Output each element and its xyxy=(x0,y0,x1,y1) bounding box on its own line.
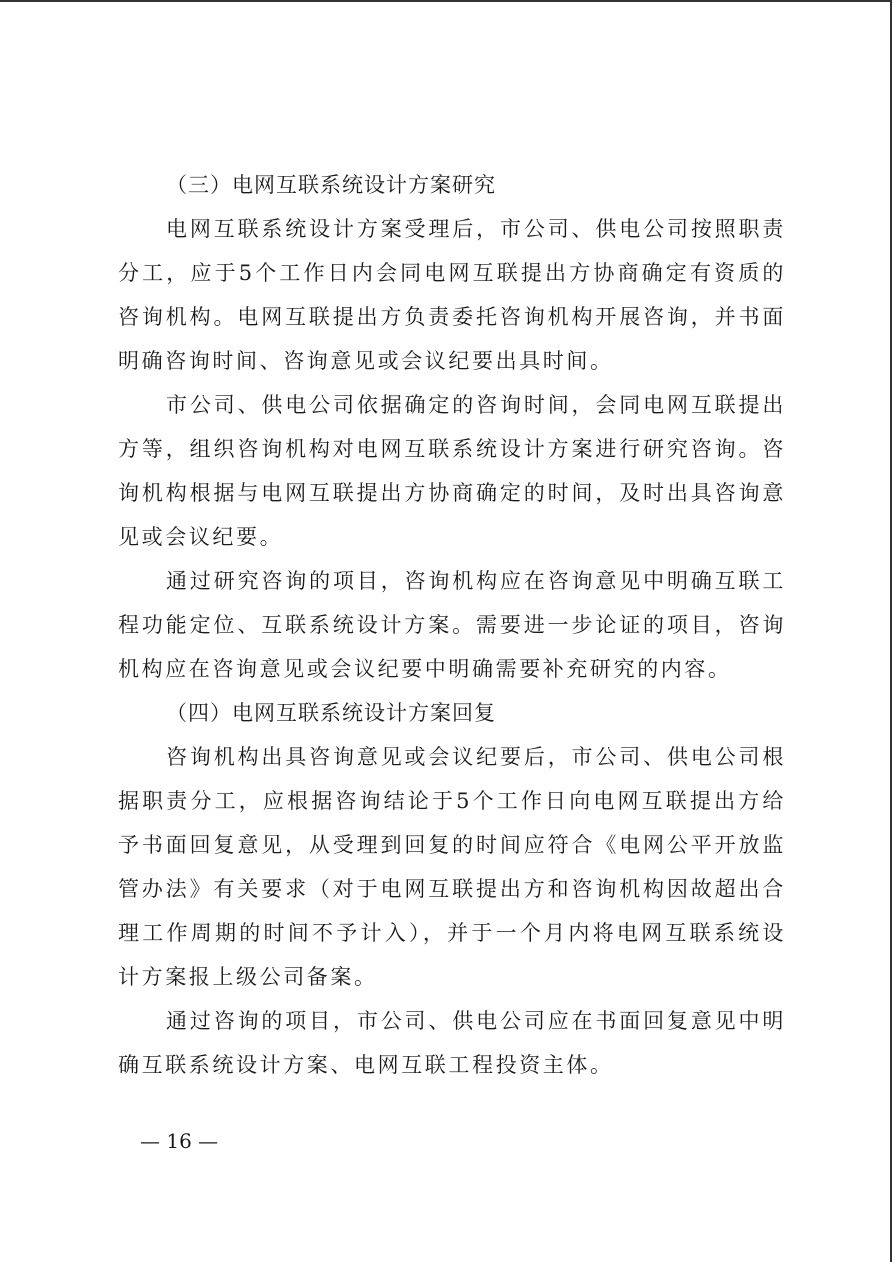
page-number: — 16 — xyxy=(140,1129,219,1153)
section-3-paragraph-3: 通过研究咨询的项目，咨询机构应在咨询意见中明确互联工程功能定位、互联系统设计方案。需要进一步论证的项目，咨询机构应在咨询意见或会议纪要中明确需要补充研究的内容。 xyxy=(118,569,786,681)
section-3-paragraph-1: 电网互联系统设计方案受理后，市公司、供电公司按照职责分工，应于5个工作日内会同电网互联提出方协商确定有资质的咨询机构。电网互联提出方负责委托咨询机构开展咨询，并书面明确咨询时间、咨询意见或会议纪要出具时间。 xyxy=(118,217,786,373)
section-3-paragraph-2: 市公司、供电公司依据确定的咨询时间，会同电网互联提出方等，组织咨询机构对电网互联系统设计方案进行研究咨询。咨询机构根据与电网互联提出方协商确定的时间，及时出具咨询意见或会议纪要。 xyxy=(118,393,786,549)
section-heading-3: （三）电网互联系统设计方案研究 xyxy=(166,173,496,197)
page-border-top xyxy=(0,0,892,2)
section-heading-4: （四）电网互联系统设计方案回复 xyxy=(166,701,496,725)
section-4-paragraph-1: 咨询机构出具咨询意见或会议纪要后，市公司、供电公司根据职责分工，应根据咨询结论于5个工作日向电网互联提出方给予书面回复意见，从受理到回复的时间应符合《电网公平开放监管办法》有关要求（对于电网互联提出方和咨询机构因故超出合理工作周期的时间不予计入），并于一个月内将电网互联系统设计方案报上级公司备案。 xyxy=(118,745,786,989)
section-4-paragraph-2: 通过咨询的项目，市公司、供电公司应在书面回复意见中明确互联系统设计方案、电网互联工程投资主体。 xyxy=(118,1009,786,1077)
document-body xyxy=(118,163,786,1087)
